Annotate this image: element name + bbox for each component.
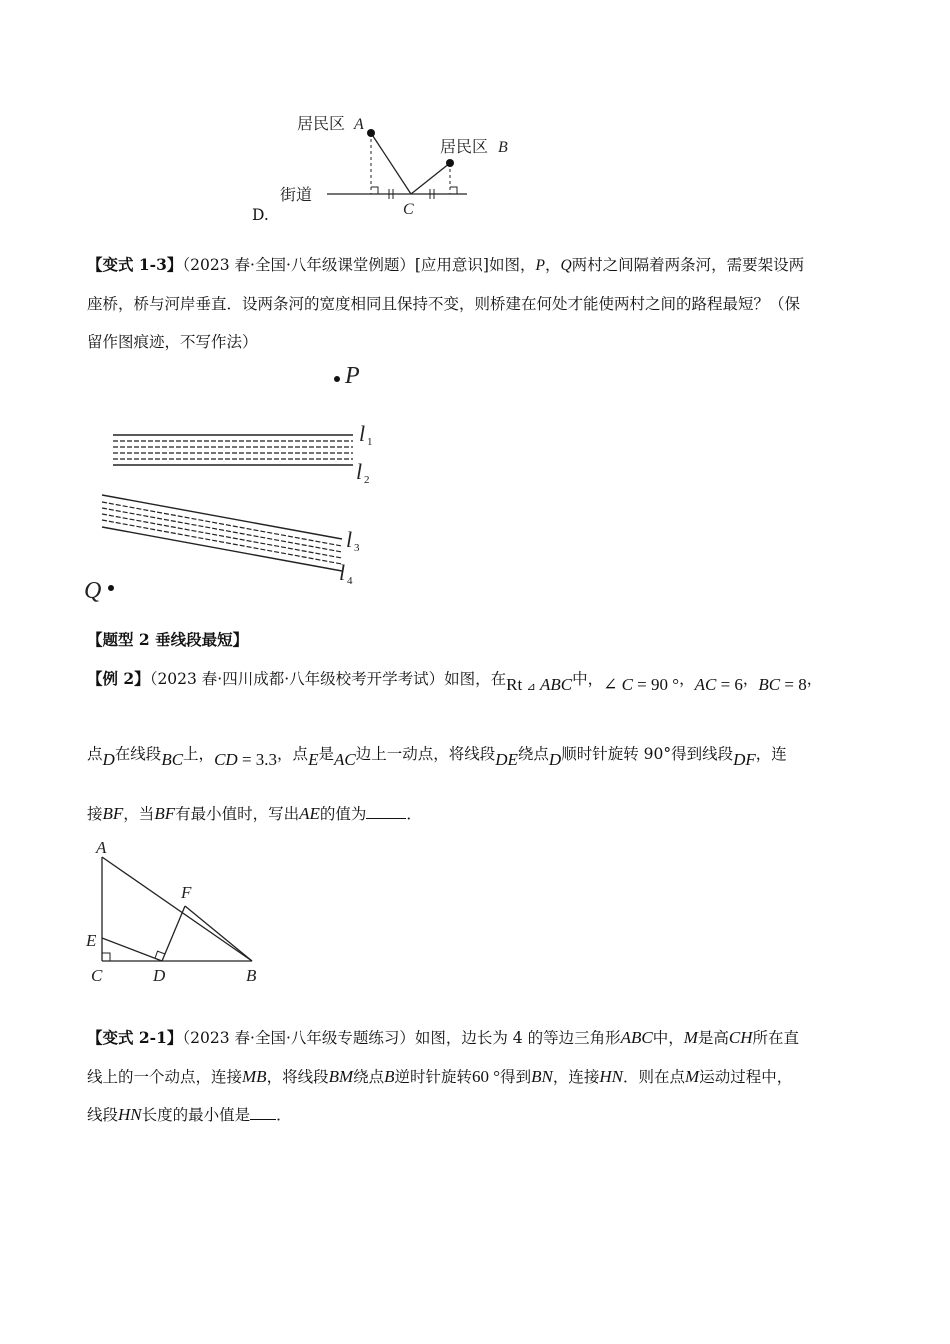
math-bc	[758, 675, 806, 694]
text: ，当	[123, 805, 155, 823]
ac: AC	[694, 675, 717, 694]
text: 中，	[652, 1029, 684, 1047]
variant-2-1-line1	[87, 1027, 799, 1049]
label-l3: l	[346, 527, 353, 552]
text: ．	[276, 1106, 292, 1124]
variant-1-3-line3: 留作图痕迹，不写作法）	[87, 333, 258, 351]
text: 绕点	[353, 1068, 385, 1086]
df: DF	[733, 750, 756, 769]
mb: MB	[242, 1067, 267, 1086]
math-angle-c	[603, 675, 679, 694]
text: 顺时针旋转 90°得到线段	[561, 745, 734, 763]
text: ，连	[755, 745, 787, 763]
sub-1: 1	[367, 436, 373, 448]
text: 是	[318, 745, 334, 763]
text: 的值为	[319, 805, 367, 823]
answer-blank	[366, 804, 406, 819]
text: 上，	[183, 745, 215, 763]
text: 点	[87, 745, 103, 763]
text: ，连接	[552, 1068, 600, 1086]
eq33: = 3.3	[237, 750, 278, 769]
segment-ac	[371, 133, 411, 194]
ch: CH	[728, 1028, 753, 1047]
label-f: F	[181, 883, 192, 902]
d: D	[548, 750, 562, 769]
label-e: E	[86, 931, 97, 950]
label-c: C	[403, 201, 414, 218]
text: 点	[292, 745, 309, 763]
line-l4	[102, 527, 342, 571]
e: E	[308, 750, 319, 769]
label-a: A	[354, 116, 364, 133]
rivers-figure	[80, 355, 390, 610]
bn: BN	[531, 1067, 553, 1086]
variant-source: （2023 春·全国·八年级课堂例题）[应用意识]如图，	[182, 256, 536, 274]
bm: BM	[328, 1067, 354, 1086]
label-resident-b: 居民区	[440, 139, 489, 156]
text: 逆时针旋转	[394, 1068, 473, 1086]
variant-2-1-line3	[87, 1104, 292, 1126]
rt: Rt	[506, 675, 523, 694]
label-l2: l	[356, 459, 363, 484]
river-hatch	[102, 514, 342, 558]
abc: ABC	[620, 1028, 653, 1047]
point-a	[367, 129, 375, 137]
label-b: B	[246, 966, 257, 985]
math-ac	[695, 675, 743, 694]
text: 线上的一个动点，连接	[87, 1068, 243, 1086]
label-l1: l	[359, 421, 366, 446]
point-p	[334, 376, 340, 382]
text: （2023 春·全国·八年级专题练习）如图，边长为 4 的等边三角形	[182, 1029, 621, 1047]
text: 得到	[500, 1068, 532, 1086]
variant-2-1-line2	[87, 1066, 792, 1088]
angle-symbol: ∠	[603, 675, 618, 694]
segment-de	[102, 938, 162, 961]
d: D	[102, 750, 115, 769]
variant-tag: 【变式 2-1】	[87, 1028, 183, 1047]
label-c: C	[91, 966, 103, 985]
bc: BC	[161, 750, 184, 769]
comma: ，	[277, 745, 293, 763]
m: M	[683, 1028, 698, 1047]
river-hatch	[102, 502, 342, 546]
answer-blank	[250, 1105, 276, 1120]
ac: AC	[333, 750, 356, 769]
text: ．	[406, 805, 422, 823]
hn: HN	[599, 1067, 623, 1086]
example-source: （2023 春·四川成都·八年级校考开学考试）如图，在	[149, 670, 507, 688]
eq90: = 90 °	[632, 675, 680, 694]
text: 有最小值时，写出	[175, 805, 300, 823]
sub-4: 4	[347, 575, 353, 587]
bc: BC	[758, 675, 781, 694]
ae: AE	[299, 804, 320, 823]
text: 在线段	[114, 745, 162, 763]
comma: ，	[679, 670, 695, 688]
sub-2: 2	[364, 474, 370, 486]
text: 长度的最小值是	[141, 1106, 251, 1124]
segment-fb	[185, 906, 252, 961]
sub-3: 3	[354, 542, 360, 554]
math-rt-abc	[506, 675, 572, 694]
label-p: P	[345, 363, 360, 389]
bf: BF	[102, 804, 124, 823]
hn: HN	[118, 1105, 142, 1124]
line-text: 两村之间隔着两条河，需要架设两	[571, 256, 805, 274]
label-resident-a: 居民区	[297, 116, 346, 133]
label-street: 街道	[280, 187, 313, 204]
label-a: A	[96, 838, 107, 857]
text: 所在直	[752, 1029, 800, 1047]
var-p: P	[535, 257, 545, 274]
label-d: D	[153, 966, 166, 985]
abc: ABC	[539, 675, 573, 694]
side-ab	[102, 857, 252, 961]
b: B	[384, 1067, 395, 1086]
segment-df	[162, 906, 185, 961]
bf: BF	[154, 804, 176, 823]
label-b: B	[498, 139, 508, 156]
right-angle-c	[102, 953, 110, 961]
variant-1-3-line1	[87, 254, 804, 277]
text: 线段	[87, 1106, 119, 1124]
option-d-label: D.	[252, 206, 269, 224]
m: M	[685, 1067, 700, 1086]
type2-heading: 【题型 2 垂线段最短】	[87, 630, 249, 649]
variant-tag: 【变式 1-3】	[87, 255, 183, 274]
example2-line1	[87, 668, 822, 692]
comma: ，	[806, 670, 823, 688]
text: ．则在点	[623, 1068, 686, 1086]
math-cd	[214, 750, 277, 769]
example2-line2	[87, 743, 787, 769]
right-angle-b	[450, 187, 457, 194]
label-l4: l	[339, 560, 346, 585]
example2-line3	[87, 803, 422, 825]
example-tag: 【例 2】	[87, 669, 150, 688]
river-hatch	[102, 508, 342, 552]
right-angle-a	[371, 187, 378, 194]
cd: CD	[214, 750, 238, 769]
comma: ，	[742, 670, 759, 688]
mid-text: 中，	[572, 670, 604, 688]
text: 绕点	[517, 745, 549, 763]
street-figure	[270, 100, 520, 230]
de: DE	[495, 750, 518, 769]
label-q: Q	[84, 578, 102, 604]
triangle-figure	[80, 835, 280, 990]
point-q	[108, 585, 114, 591]
eq8: = 8	[780, 675, 807, 694]
deg: 60 °	[472, 1067, 501, 1086]
text: 是高	[697, 1029, 729, 1047]
variant-1-3-line2: 座桥，桥与河岸垂直．设两条河的宽度相同且保持不变，则桥建在何处才能使两村之间的路程最短？（保	[87, 295, 801, 313]
sep: ，	[544, 256, 561, 274]
point-b	[446, 159, 454, 167]
var-q: Q	[560, 257, 572, 274]
text: 边上一动点，将线段	[355, 745, 496, 763]
line-l3	[102, 495, 342, 539]
text: ，将线段	[266, 1068, 329, 1086]
c: C	[621, 675, 633, 694]
text: 接	[87, 805, 103, 823]
triangle-symbol: ⊿	[526, 681, 536, 693]
text: 运动过程中，	[699, 1068, 793, 1086]
river-hatch	[102, 520, 342, 564]
eq6: = 6	[716, 675, 743, 694]
